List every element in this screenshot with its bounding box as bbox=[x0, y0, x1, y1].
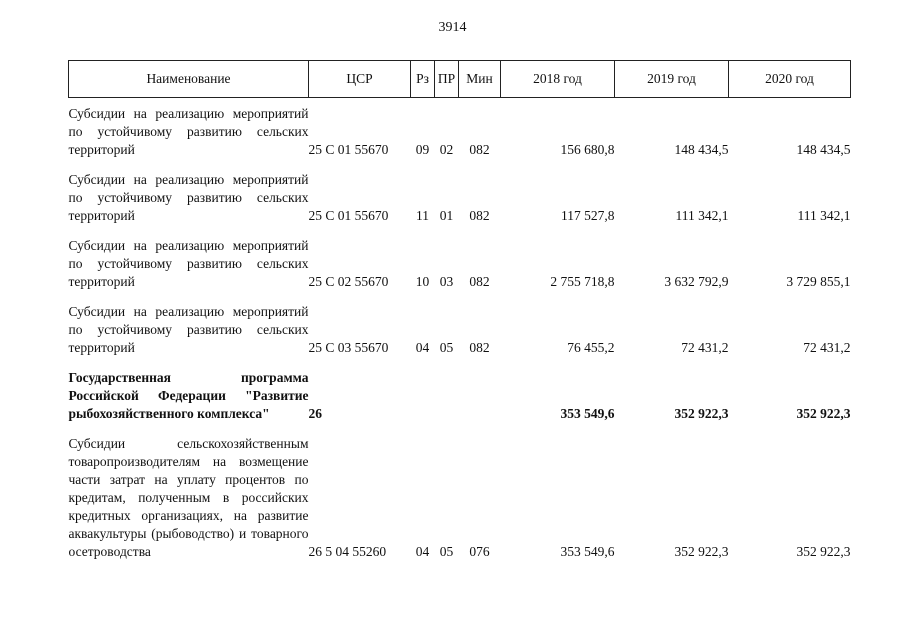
table-row-program bbox=[69, 362, 851, 428]
row-pr: 01 bbox=[439, 208, 454, 223]
row-pr: 03 bbox=[439, 274, 454, 289]
row-name: Субсидии на реализацию мероприятий по устойчивому развитию сельских территорий bbox=[68, 238, 309, 289]
page-number: 3914 bbox=[438, 20, 467, 35]
row-name: Государственная программа Российской Федерации "Развитие рыбохозяйственного комплекса" bbox=[68, 370, 309, 421]
header-name: Наименование bbox=[69, 61, 309, 98]
budget-table bbox=[68, 60, 851, 566]
header-2018: 2018 год bbox=[501, 61, 615, 98]
row-2018: 117 527,8 bbox=[561, 208, 615, 223]
row-min bbox=[459, 362, 501, 428]
row-2018: 156 680,8 bbox=[560, 142, 615, 157]
header-2019: 2019 год bbox=[615, 61, 729, 98]
row-2019: 111 342,1 bbox=[675, 208, 729, 223]
row-min: 082 bbox=[469, 208, 490, 223]
row-2020: 148 434,5 bbox=[796, 142, 851, 157]
row-rz: 04 bbox=[415, 544, 430, 559]
row-rz: 11 bbox=[416, 208, 429, 223]
row-2020: 111 342,1 bbox=[797, 208, 851, 223]
row-min: 076 bbox=[469, 544, 490, 559]
table-row bbox=[69, 428, 851, 566]
table-row bbox=[69, 164, 851, 230]
row-2018: 2 755 718,8 bbox=[550, 274, 615, 289]
row-2020: 3 729 855,1 bbox=[786, 274, 851, 289]
row-2019: 352 922,3 bbox=[674, 544, 729, 559]
row-name: Субсидии на реализацию мероприятий по устойчивому развитию сельских территорий bbox=[68, 304, 309, 355]
header-2020: 2020 год bbox=[729, 61, 851, 98]
row-2019: 352 922,3 bbox=[674, 406, 729, 421]
row-pr: 05 bbox=[439, 340, 454, 355]
header-min: Мин bbox=[459, 61, 501, 98]
row-min: 082 bbox=[469, 274, 490, 289]
table-header-row bbox=[69, 61, 851, 98]
row-2020: 352 922,3 bbox=[796, 544, 851, 559]
row-name: Субсидии сельскохозяйственным товаропроизводителям на возмещение части затрат на уплату процентов по кредитам, полученным в российских кредитных организациях, на развитие аквакультуры (рыбоводство) и товарного осетроводства bbox=[68, 436, 309, 559]
header-csr: ЦСР bbox=[309, 61, 411, 98]
row-csr: 26 bbox=[308, 406, 322, 421]
row-csr: 25 С 01 55670 bbox=[308, 208, 389, 223]
row-rz bbox=[411, 362, 435, 428]
row-name: Субсидии на реализацию мероприятий по устойчивому развитию сельских территорий bbox=[68, 172, 309, 223]
row-csr: 25 С 03 55670 bbox=[308, 340, 389, 355]
table-row bbox=[69, 98, 851, 165]
row-rz: 10 bbox=[415, 274, 430, 289]
table-row bbox=[69, 296, 851, 362]
header-rz: Рз bbox=[411, 61, 435, 98]
row-pr: 05 bbox=[439, 544, 454, 559]
row-rz: 04 bbox=[415, 340, 430, 355]
row-csr: 25 С 01 55670 bbox=[308, 142, 389, 157]
row-name: Субсидии на реализацию мероприятий по устойчивому развитию сельских территорий bbox=[68, 106, 309, 157]
row-rz: 09 bbox=[415, 142, 430, 157]
row-min: 082 bbox=[469, 340, 490, 355]
row-pr: 02 bbox=[439, 142, 454, 157]
table-row bbox=[69, 230, 851, 296]
header-pr: ПР bbox=[435, 61, 459, 98]
row-2019: 148 434,5 bbox=[674, 142, 729, 157]
row-2019: 3 632 792,9 bbox=[664, 274, 729, 289]
row-2018: 353 549,6 bbox=[560, 544, 615, 559]
row-2019: 72 431,2 bbox=[681, 340, 729, 355]
row-min: 082 bbox=[469, 142, 490, 157]
row-csr: 26 5 04 55260 bbox=[308, 544, 387, 559]
row-2020: 352 922,3 bbox=[796, 406, 851, 421]
row-2018: 76 455,2 bbox=[567, 340, 615, 355]
row-2020: 72 431,2 bbox=[803, 340, 851, 355]
row-csr: 25 С 02 55670 bbox=[308, 274, 389, 289]
row-pr bbox=[435, 362, 459, 428]
row-2018: 353 549,6 bbox=[560, 406, 615, 421]
